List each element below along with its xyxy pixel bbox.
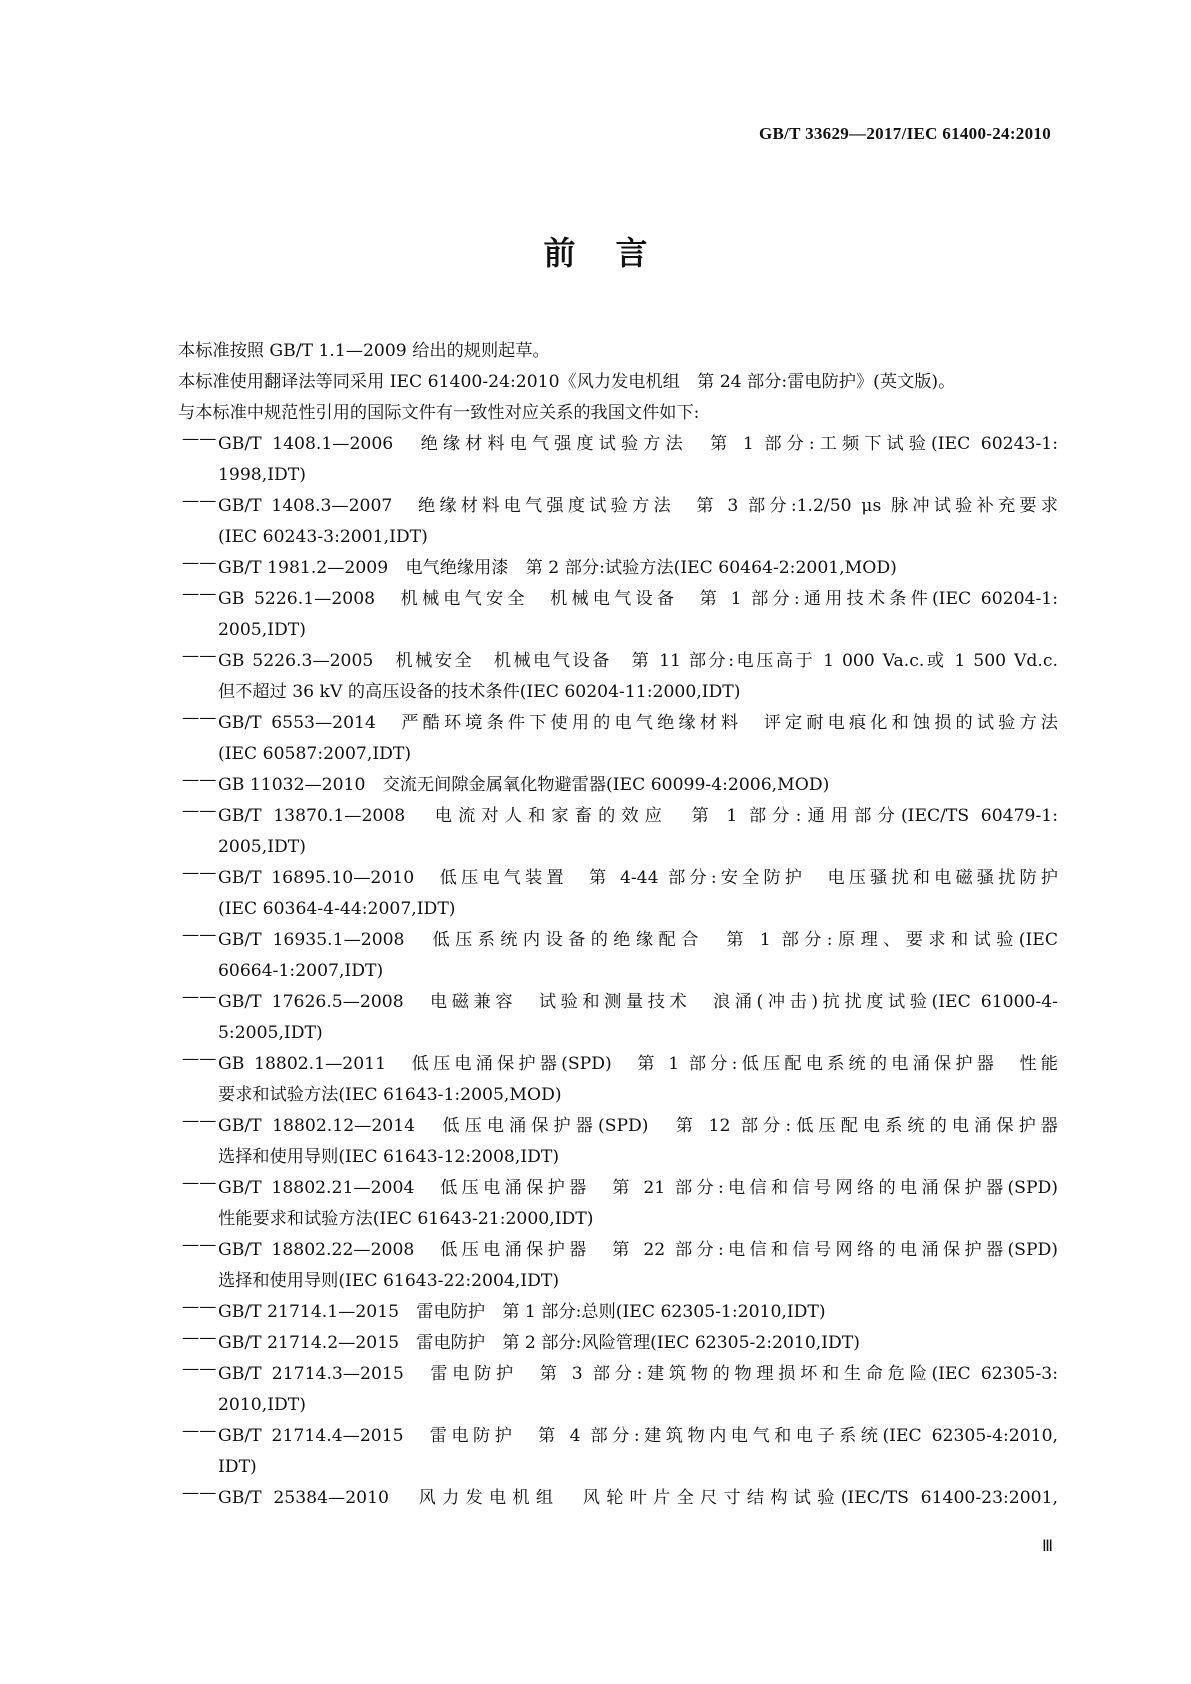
reference-item-text: GB/T 16895.10—2010 低压电气装置 第 4-44 部分:安全防护 电压骚扰和电磁骚扰防护 [218, 868, 1058, 888]
list-dash: —— [182, 1421, 217, 1441]
reference-item-text: (IEC 60364-4-44:2007,IDT) [218, 899, 456, 919]
reference-item [178, 801, 1058, 863]
reference-item-text: 选择和使用导则(IEC 61643-12:2008,IDT) [218, 1147, 560, 1167]
reference-item-text: GB/T 1981.2—2009 电气绝缘用漆 第 2 部分:试验方法(IEC 60464-2:2001,MOD) [218, 558, 897, 578]
reference-item [178, 1359, 1058, 1421]
list-dash: —— [182, 1328, 217, 1348]
reference-item [178, 863, 1058, 925]
list-dash: —— [182, 925, 217, 945]
reference-item [178, 584, 1058, 646]
reference-item-text: GB/T 1408.1—2006 绝缘材料电气强度试验方法 第 1 部分:工频下试验(IEC 60243-1: [218, 434, 1058, 454]
reference-item-text: GB 5226.1—2008 机械电气安全 机械电气设备 第 1 部分:通用技术条件(IEC 60204-1: [218, 589, 1058, 609]
reference-item-text: 性能要求和试验方法(IEC 61643-21:2000,IDT) [218, 1209, 594, 1229]
reference-item-text: IDT) [218, 1457, 257, 1477]
list-dash: —— [182, 491, 217, 511]
list-dash: —— [182, 584, 217, 604]
reference-item-text: GB/T 25384—2010 风力发电机组 风轮叶片全尺寸结构试验(IEC/TS 61400-23:2001, [218, 1488, 1058, 1508]
reference-item [178, 491, 1058, 553]
reference-item [178, 987, 1058, 1049]
list-dash: —— [182, 1297, 217, 1317]
reference-item-text: 2005,IDT) [218, 837, 306, 857]
reference-item-text: GB/T 6553—2014 严酷环境条件下使用的电气绝缘材料 评定耐电痕化和蚀损的试验方法 [218, 713, 1058, 733]
reference-item-text: GB/T 17626.5—2008 电磁兼容 试验和测量技术 浪涌(冲击)抗扰度试验(IEC 61000-4- [218, 992, 1058, 1012]
reference-item-text: GB/T 1408.3—2007 绝缘材料电气强度试验方法 第 3 部分:1.2/50 μs 脉冲试验补充要求 [218, 496, 1058, 516]
reference-item-text: 1998,IDT) [218, 465, 306, 485]
reference-item [178, 1328, 1058, 1359]
reference-item-text: GB/T 21714.1—2015 雷电防护 第 1 部分:总则(IEC 62305-1:2010,IDT) [218, 1302, 826, 1322]
reference-item [178, 1483, 1058, 1514]
reference-item-text: GB/T 16935.1—2008 低压系统内设备的绝缘配合 第 1 部分:原理、要求和试验(IEC [218, 930, 1058, 950]
reference-item-text: GB/T 21714.2—2015 雷电防护 第 2 部分:风险管理(IEC 62305-2:2010,IDT) [218, 1333, 860, 1353]
reference-list [178, 429, 1058, 1514]
list-dash: —— [182, 553, 217, 573]
reference-item-text: 要求和试验方法(IEC 61643-1:2005,MOD) [218, 1085, 562, 1105]
list-dash: —— [182, 646, 217, 666]
reference-item [178, 429, 1058, 491]
list-dash: —— [182, 770, 217, 790]
reference-item-text: (IEC 60587:2007,IDT) [218, 744, 412, 764]
reference-item-text: 2005,IDT) [218, 620, 306, 640]
list-dash: —— [182, 1235, 217, 1255]
list-dash: —— [182, 429, 217, 449]
reference-item-text: 选择和使用导则(IEC 61643-22:2004,IDT) [218, 1271, 560, 1291]
list-dash: —— [182, 708, 217, 728]
list-dash: —— [182, 1483, 217, 1503]
reference-item-text: (IEC 60243-3:2001,IDT) [218, 527, 428, 547]
document-body [178, 336, 1058, 1514]
reference-item-text: GB/T 18802.22—2008 低压电涌保护器 第 22 部分:电信和信号网络的电涌保护器(SPD) [218, 1240, 1058, 1260]
list-dash: —— [182, 1173, 217, 1193]
reference-item-text: GB/T 21714.4—2015 雷电防护 第 4 部分:建筑物内电气和电子系统(IEC 62305-4:2010, [218, 1426, 1058, 1446]
page-title: 前言 [543, 234, 688, 272]
reference-item-text: GB 18802.1—2011 低压电涌保护器(SPD) 第 1 部分:低压配电系统的电涌保护器 性能 [218, 1054, 1058, 1074]
reference-item-text: 5:2005,IDT) [218, 1023, 323, 1043]
reference-item [178, 925, 1058, 987]
reference-item [178, 1421, 1058, 1483]
list-dash: —— [182, 1359, 217, 1379]
list-dash: —— [182, 801, 217, 821]
reference-item [178, 646, 1058, 708]
reference-item [178, 1297, 1058, 1328]
reference-item [178, 553, 1058, 584]
intro-paragraph: 本标准使用翻译法等同采用 IEC 61400-24:2010《风力发电机组 第 24 部分:雷电防护》(英文版)。 [178, 372, 956, 392]
list-dash: —— [182, 1049, 217, 1069]
list-dash: —— [182, 1111, 217, 1131]
document-code: GB/T 33629—2017/IEC 61400-24:2010 [759, 124, 1051, 143]
list-dash: —— [182, 987, 217, 1007]
reference-item [178, 1049, 1058, 1111]
reference-item-text: GB/T 18802.21—2004 低压电涌保护器 第 21 部分:电信和信号网络的电涌保护器(SPD) [218, 1178, 1058, 1198]
reference-item-text: GB 5226.3—2005 机械安全 机械电气设备 第 11 部分:电压高于 1 000 Va.c.或 1 500 Vd.c. [218, 651, 1058, 671]
reference-item-text: GB/T 18802.12—2014 低压电涌保护器(SPD) 第 12 部分:低压配电系统的电涌保护器 [218, 1116, 1058, 1136]
intro-paragraph: 本标准按照 GB/T 1.1—2009 给出的规则起草。 [178, 341, 550, 361]
reference-item-text: GB/T 13870.1—2008 电流对人和家畜的效应 第 1 部分:通用部分(IEC/TS 60479-1: [218, 806, 1058, 826]
reference-item [178, 770, 1058, 801]
reference-item [178, 1111, 1058, 1173]
reference-item-text: GB 11032—2010 交流无间隙金属氧化物避雷器(IEC 60099-4:2006,MOD) [218, 775, 830, 795]
reference-item [178, 1235, 1058, 1297]
page-number: Ⅲ [1041, 1538, 1053, 1555]
reference-item [178, 708, 1058, 770]
reference-item-text: 60664-1:2007,IDT) [218, 961, 384, 981]
reference-item-text: 2010,IDT) [218, 1395, 306, 1415]
reference-item-text: GB/T 21714.3—2015 雷电防护 第 3 部分:建筑物的物理损坏和生命危险(IEC 62305-3: [218, 1364, 1058, 1384]
list-dash: —— [182, 863, 217, 883]
reference-item [178, 1173, 1058, 1235]
intro-paragraph: 与本标准中规范性引用的国际文件有一致性对应关系的我国文件如下: [178, 403, 700, 423]
reference-item-text: 但不超过 36 kV 的高压设备的技术条件(IEC 60204-11:2000,IDT) [218, 682, 741, 702]
